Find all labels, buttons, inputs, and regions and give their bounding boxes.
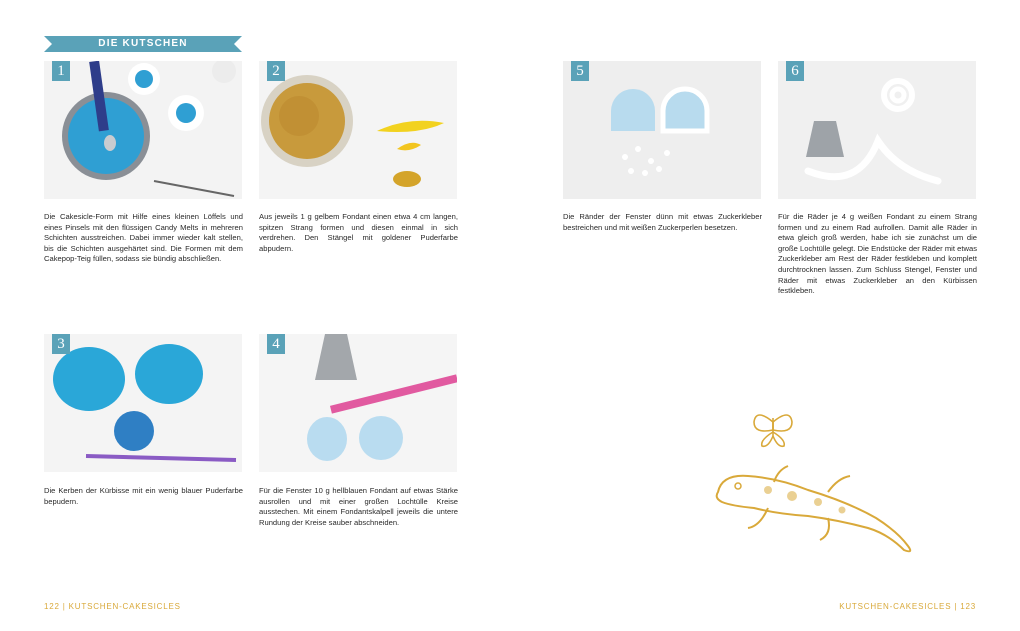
folio-left: 122 | KUTSCHEN-CAKESICLES [44, 602, 181, 611]
step-number-badge: 4 [267, 334, 285, 354]
step-2-photo [259, 61, 457, 199]
section-banner [44, 36, 242, 52]
step-6-text: Für die Räder je 4 g weißen Fondant zu einem Strang formen und zu einem Rad aufrollen. Damit alle Räder in etwa gleich groß werden, habe ich sie zunächst um die große Lochtülle gelegt. Die Endstücke der Räder mit etwas Zuckerkleber am Rest der Räder festkleben und komplett durchtrocknen lassen. Zum Schluss Stengel, Fenster und Räder mit etwas Zuckerkleber an den Kürbissen festkleben. [778, 212, 977, 296]
butterfly-icon [748, 406, 798, 450]
step-1-photo [44, 61, 242, 199]
step-5-photo [563, 61, 761, 199]
step-number-badge: 5 [571, 61, 589, 81]
step-4-photo [259, 334, 457, 472]
step-1-text: Die Cakesicle-Form mit Hilfe eines kleinen Löffels und eines Pinsels mit den flüssigen Candy Melts in mehreren Schichten ausstreichen. Dabei immer wieder kalt stellen, bis die Schichten ausgehärtet sind. Die Formen mit dem Cakepop-Teig füllen, sodass sie bündig abschließen. [44, 212, 243, 264]
step-number-badge: 3 [52, 334, 70, 354]
step-3-photo [44, 334, 242, 472]
step-6-photo [778, 61, 976, 199]
folio-right: KUTSCHEN-CAKESICLES | 123 [839, 602, 976, 611]
step-3-text: Die Kerben der Kürbisse mit ein wenig blauer Puderfarbe bepudern. [44, 486, 243, 506]
salamander-icon [708, 462, 924, 558]
step-4-text: Für die Fenster 10 g hellblauen Fondant auf etwas Stärke ausrollen und mit einer großen Lochtülle Kreise ausstechen. Mit einem Fondantskalpell jeweils die untere Rundung der Kreise sauber abschneiden. [259, 486, 458, 527]
step-number-badge: 2 [267, 61, 285, 81]
step-5-text: Die Ränder der Fenster dünn mit etwas Zuckerkleber bestreichen und mit weißen Zuckerperlen besetzen. [563, 212, 762, 232]
section-title: DIE KUTSCHEN [98, 38, 188, 49]
step-number-badge: 1 [52, 61, 70, 81]
step-2-text: Aus jeweils 1 g gelbem Fondant einen etwa 4 cm langen, spitzen Strang formen und diesen einmal in sich verdrehen. Den Stängel mit goldener Puderfarbe abpudern. [259, 212, 458, 253]
step-number-badge: 6 [786, 61, 804, 81]
